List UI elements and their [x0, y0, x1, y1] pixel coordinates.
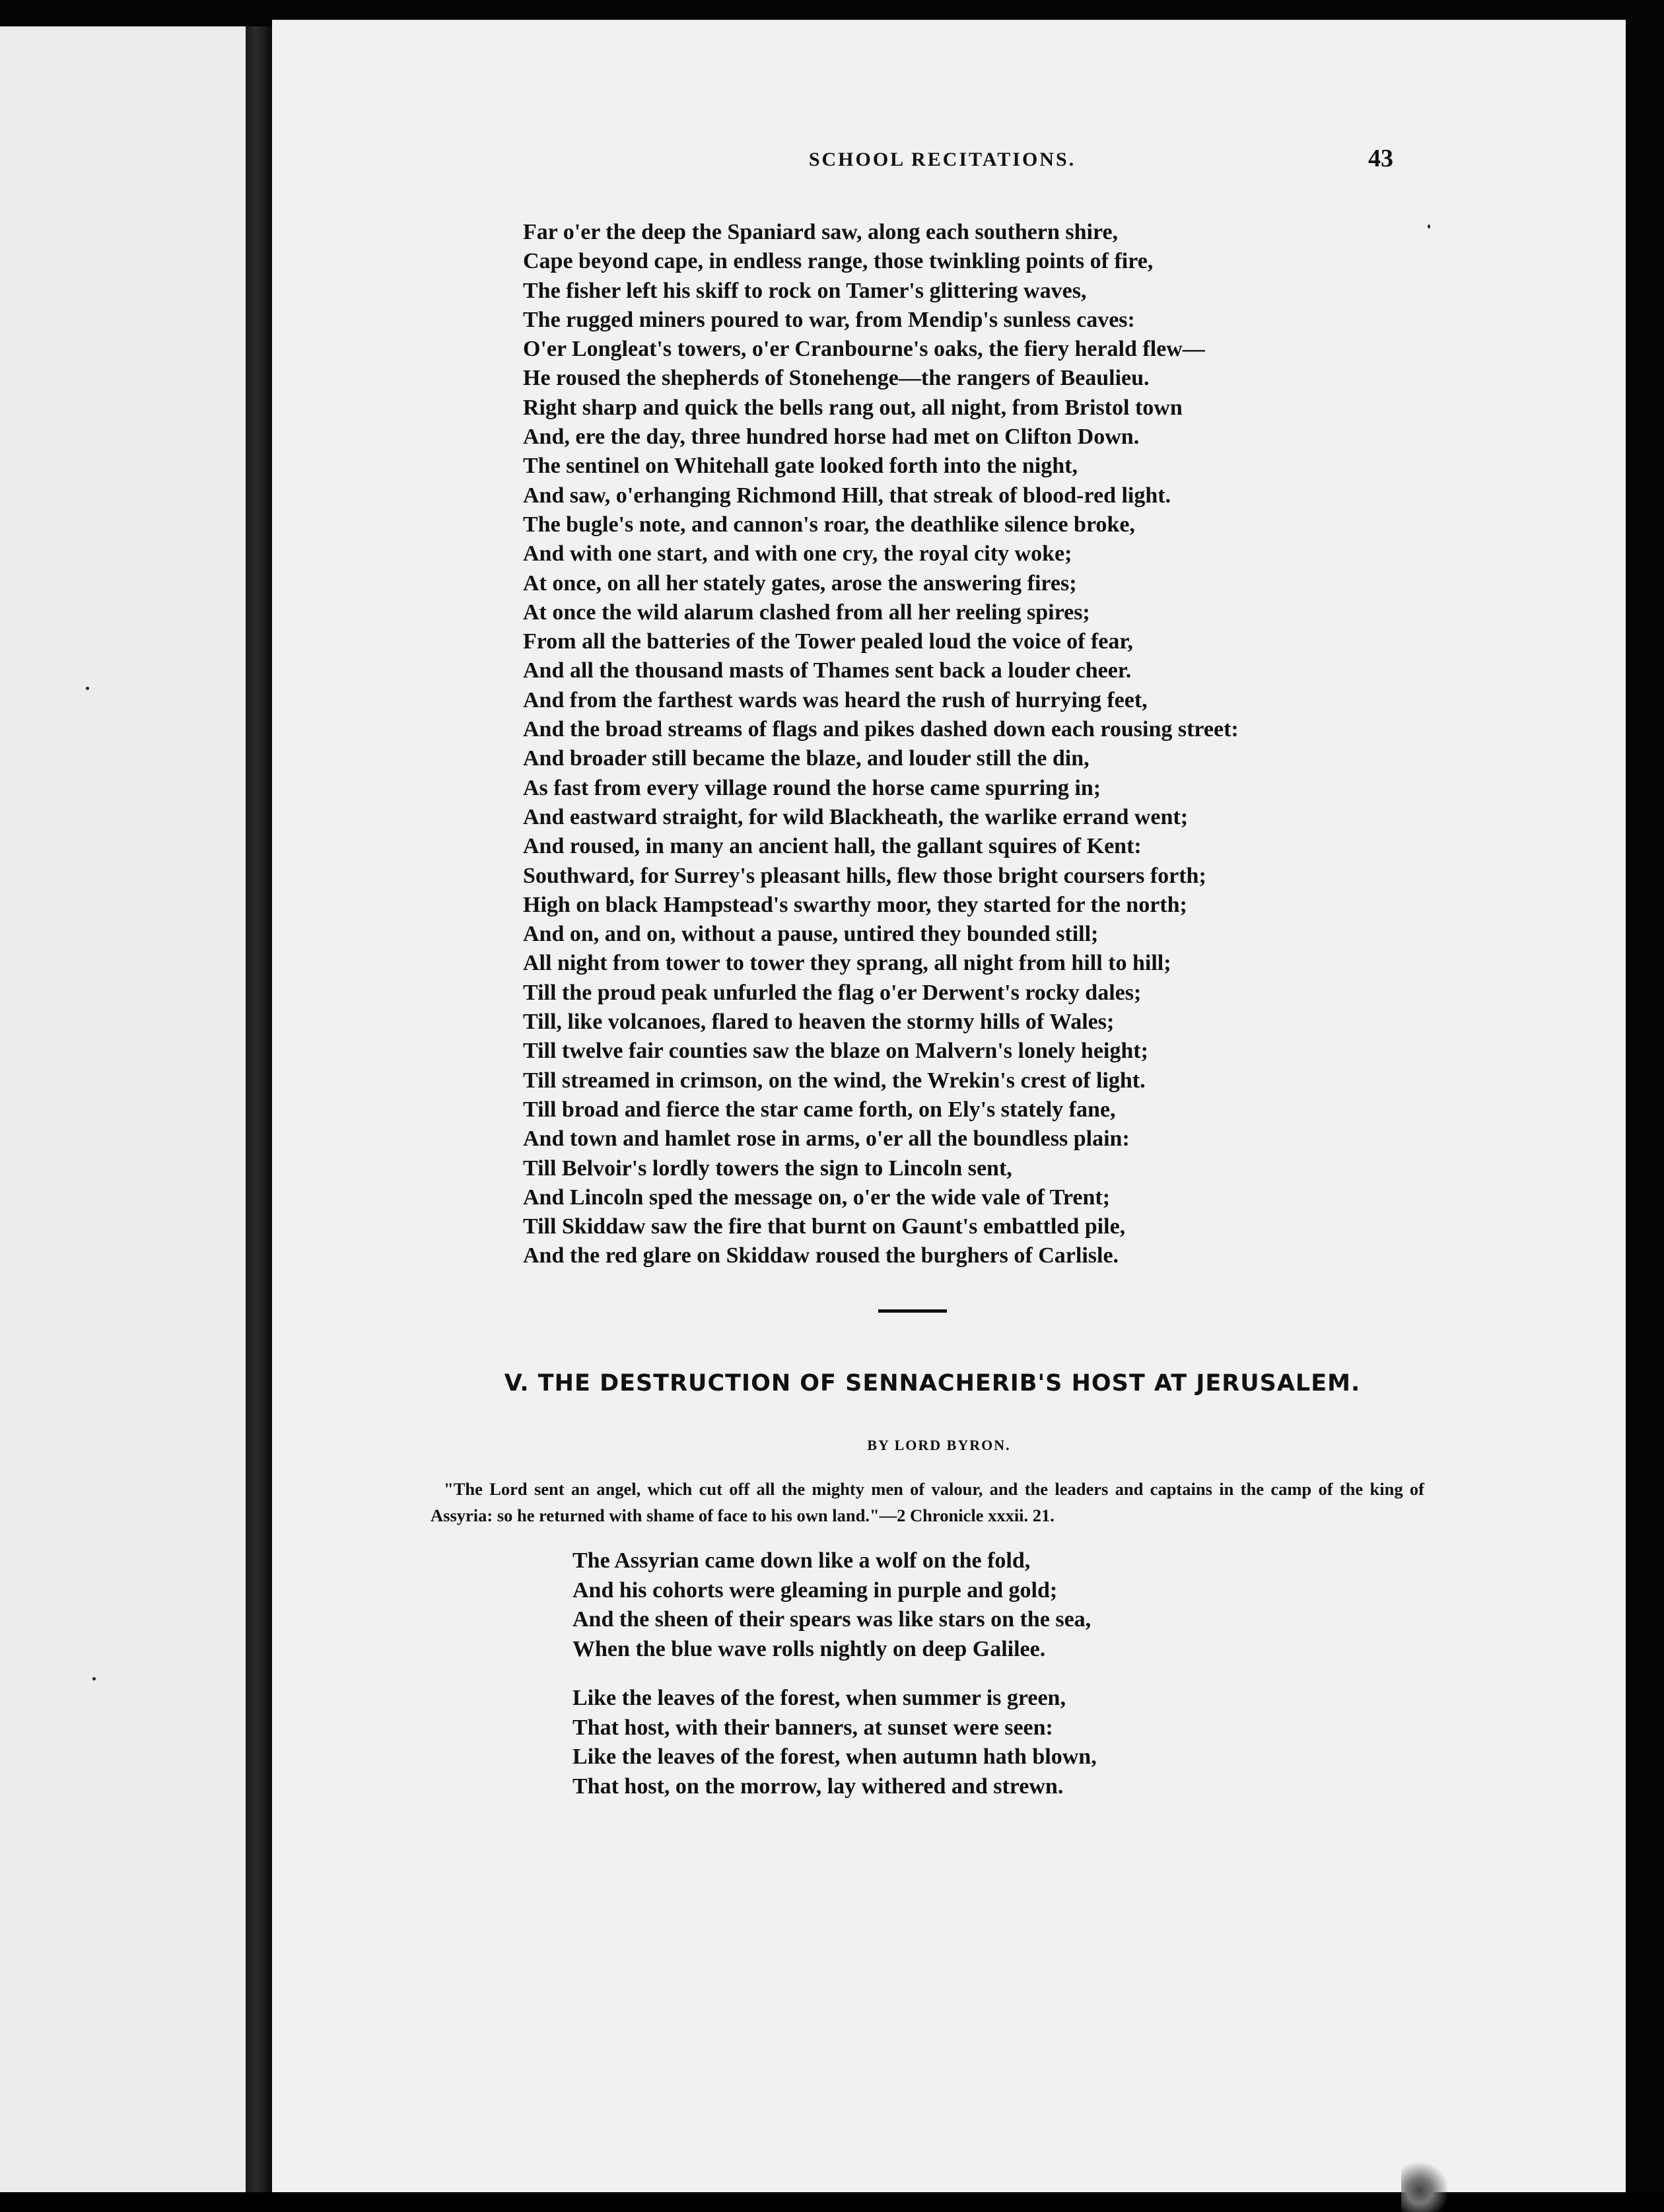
verse-line: At once, on all her stately gates, arose the answering fires; [523, 570, 1077, 596]
verse-line: And the sheen of their spears was like stars on the sea, [572, 1607, 1092, 1632]
facing-page-edge [0, 26, 246, 2192]
verse-line: And all the thousand masts of Thames sent back a louder cheer. [523, 658, 1132, 683]
verse-line: Far o'er the deep the Spaniard saw, along each southern shire, [523, 220, 1119, 244]
page-number: 43 [1368, 145, 1393, 172]
verse-line: The sentinel on Whitehall gate looked forth into the night, [523, 454, 1078, 479]
speck [86, 687, 89, 690]
verse-line: That host, with their banners, at sunset were seen: [572, 1715, 1053, 1740]
section-title: V. THE DESTRUCTION OF SENNACHERIB'S HOST AT JERUSALEM. [504, 1370, 1361, 1397]
verse-line: Like the leaves of the forest, when summer is green, [572, 1686, 1066, 1710]
verse-line: Till the proud peak unfurled the flag o'er Derwent's rocky dales; [523, 980, 1142, 1005]
verse-line: The bugle's note, and cannon's roar, the deathlike silence broke, [523, 512, 1135, 537]
verse-line: And saw, o'erhanging Richmond Hill, that streak of blood-red light. [523, 483, 1171, 508]
verse-line: Like the leaves of the forest, when autumn hath blown, [572, 1745, 1097, 1769]
verse-line: And, ere the day, three hundred horse had met on Clifton Down. [523, 425, 1140, 450]
verse-line: And his cohorts were gleaming in purple and gold; [572, 1577, 1058, 1603]
verse-line: Till broad and fierce the star came forth, on Ely's stately fane, [523, 1097, 1116, 1122]
page-blemish [1401, 2159, 1447, 2212]
verse-line: And from the farthest wards was heard the rush of hurrying feet, [523, 687, 1148, 712]
verse-line: And broader still became the blaze, and louder still the din, [523, 746, 1090, 771]
verse-line: As fast from every village round the horse came spurring in; [523, 775, 1101, 800]
verse-line: All night from tower to tower they sprang, all night from hill to hill; [523, 951, 1171, 976]
verse-line: Till twelve fair counties saw the blaze on Malvern's lonely height; [523, 1039, 1148, 1064]
verse-line: High on black Hampstead's swarthy moor, they started for the north; [523, 892, 1187, 917]
speck [92, 1677, 96, 1680]
verse-line: Southward, for Surrey's pleasant hills, flew those bright coursers forth; [523, 863, 1206, 888]
verse-line: At once the wild alarum clashed from all her reeling spires; [523, 600, 1090, 625]
verse-line: The fisher left his skiff to rock on Tamer's glittering waves, [523, 278, 1087, 303]
author-byline: BY LORD BYRON. [867, 1437, 1011, 1453]
stanza-2 [572, 1684, 1097, 1801]
verse-line: When the blue wave rolls nightly on deep Galilee. [572, 1636, 1046, 1661]
section-divider [878, 1309, 947, 1313]
verse-line: Till Skiddaw saw the fire that burnt on Gaunt's embattled pile, [523, 1214, 1126, 1239]
verse-line: The Assyrian came down like a wolf on the fold, [572, 1548, 1031, 1573]
verse-line: Till streamed in crimson, on the wind, the Wrekin's crest of light. [523, 1068, 1146, 1093]
running-title: SCHOOL RECITATIONS. [808, 149, 1076, 170]
verse-line: And with one start, and with one cry, the royal city woke; [523, 541, 1072, 567]
verse-line: The rugged miners poured to war, from Mendip's sunless caves: [523, 307, 1135, 332]
verse-line: And eastward straight, for wild Blackheath, the warlike errand went; [523, 804, 1189, 829]
verse-line: And roused, in many an ancient hall, the gallant squires of Kent: [523, 834, 1142, 859]
verse-line: That host, on the morrow, lay withered and strewn. [572, 1774, 1064, 1799]
book-page [272, 20, 1626, 2192]
epigraph: "The Lord sent an angel, which cut off all the mighty men of valour, and the leaders and captains in the camp of the king of Assyria: so he returned with shame of face to his own land."—2 Chronicle xxxii. 21. [431, 1479, 1424, 1525]
verse-line: Cape beyond cape, in endless range, those twinkling points of fire, [523, 249, 1154, 274]
book-spine [246, 26, 272, 2192]
stanza-1 [572, 1546, 1091, 1664]
verse-line: And town and hamlet rose in arms, o'er all the boundless plain: [523, 1126, 1130, 1152]
verse-line: From all the batteries of the Tower pealed loud the voice of fear, [523, 629, 1133, 654]
verse-line: And the red glare on Skiddaw roused the burghers of Carlisle. [523, 1243, 1119, 1268]
poem-continuation [523, 218, 1239, 1271]
verse-line: Till Belvoir's lordly towers the sign to Lincoln sent, [523, 1156, 1012, 1181]
verse-line: And on, and on, without a pause, untired they bounded still; [523, 922, 1099, 947]
verse-line: And the broad streams of flags and pikes dashed down each rousing street: [523, 717, 1239, 742]
verse-line: Right sharp and quick the bells rang out, all night, from Bristol town [523, 395, 1183, 420]
verse-line: O'er Longleat's towers, o'er Cranbourne's oaks, the fiery herald flew— [523, 337, 1205, 362]
speck [1428, 225, 1430, 228]
verse-line: Till, like volcanoes, flared to heaven the stormy hills of Wales; [523, 1010, 1115, 1035]
verse-line: He roused the shepherds of Stonehenge—the rangers of Beaulieu. [523, 366, 1150, 391]
verse-line: And Lincoln sped the message on, o'er the wide vale of Trent; [523, 1185, 1111, 1210]
